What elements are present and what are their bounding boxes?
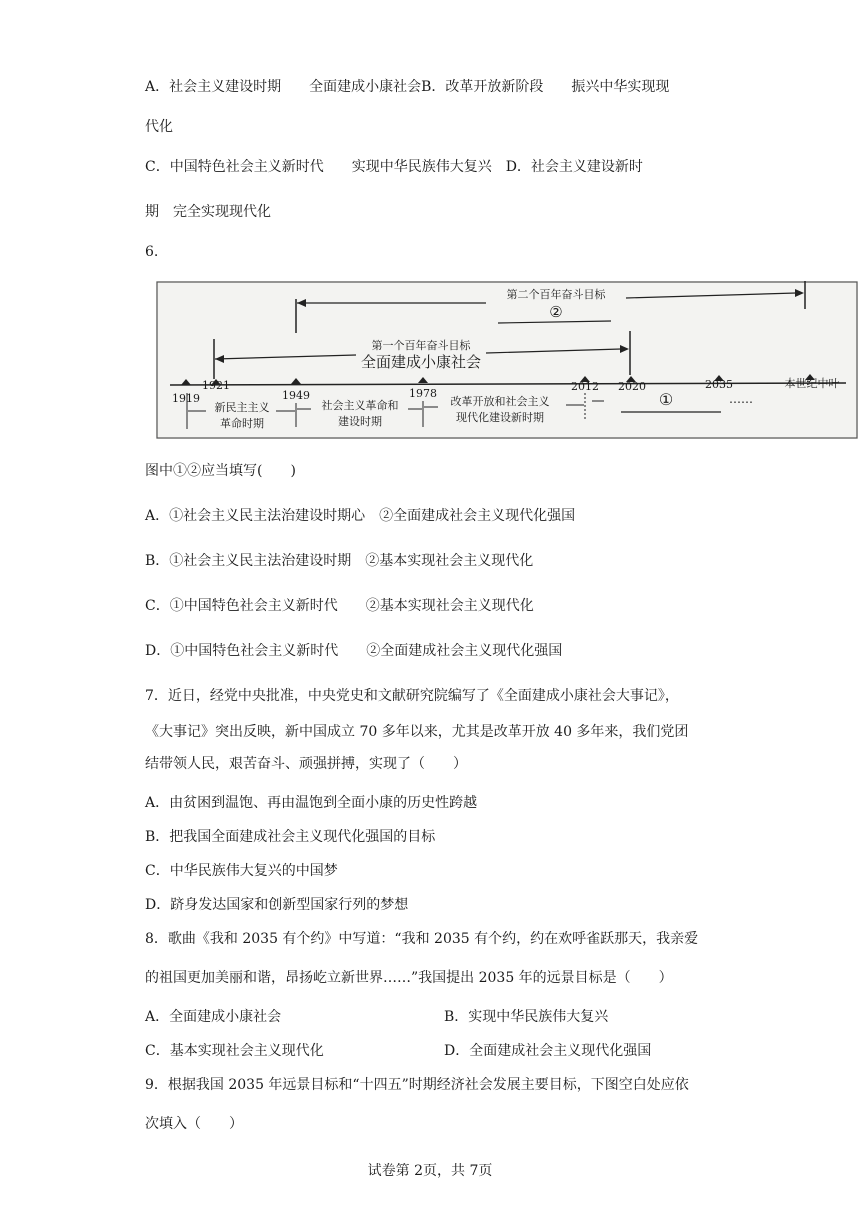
year-mid-century: 本世纪中叶: [784, 377, 840, 390]
first-goal-arrow-left: [215, 355, 356, 359]
first-goal-label: 第一个百年奋斗目标: [371, 339, 471, 352]
page-footer: 试卷第 2页，共 7页: [367, 1163, 493, 1179]
q7-option-a: A．由贫困到温饱、再由温饱到全面小康的历史性跨越: [145, 795, 478, 811]
q7-stem-line-2: 《大事记》突出反映，新中国成立 70 多年以来，尤其是改革开放 40 多年来，我们党团: [145, 724, 689, 740]
ellipsis: ……: [729, 392, 753, 406]
circle-1: ①: [658, 390, 674, 409]
q6-stem: 图中①②应当填写( ): [145, 463, 296, 479]
q8-option-c: C．基本实现社会主义现代化: [145, 1043, 324, 1059]
timeline-diagram: [156, 281, 858, 439]
q7-stem-line-1: 7．近日，经党中央批准，中央党史和文献研究院编写了《全面建成小康社会大事记》，: [145, 688, 679, 704]
period-new-democratic-line1: 新民主主义: [214, 401, 270, 414]
circle-2: ②: [549, 303, 563, 321]
q8-option-b: B．实现中华民族伟大复兴: [444, 1009, 609, 1025]
q9-stem-line-2: 次填入（ ）: [145, 1116, 243, 1132]
q5-option-line-3: C．中国特色社会主义新时代 实现中华民族伟大复兴 D．社会主义建设新时: [145, 159, 643, 175]
period-new-democratic-line2: 革命时期: [220, 417, 264, 430]
q5-option-line-1: A．社会主义建设时期 全面建成小康社会B．改革开放新阶段 振兴中华实现现: [145, 79, 670, 95]
q6-option-c: C．①中国特色社会主义新时代 ②基本实现社会主义现代化: [145, 598, 534, 614]
q6-option-d: D．①中国特色社会主义新时代 ②全面建成社会主义现代化强国: [145, 643, 563, 659]
q6-option-a: A．①社会主义民主法治建设时期心 ②全面建成社会主义现代化强国: [145, 508, 576, 524]
q9-stem-line-1: 9．根据我国 2035 年远景目标和“十四五”时期经济社会发展主要目标，下图空白处应依: [145, 1077, 689, 1093]
year-2020: 2020: [618, 380, 646, 393]
q8-stem-line-1: 8．歌曲《我和 2035 有个约》中写道：“我和 2035 有个约，约在欢呼雀跃那天，我亲爱: [145, 931, 699, 947]
year-2012: 2012: [571, 380, 599, 393]
q7-option-c: C．中华民族伟大复兴的中国梦: [145, 863, 338, 879]
timeline-axis: [170, 383, 846, 385]
second-goal-arrow-right: [626, 293, 796, 298]
period-reform-line2: 现代化建设新时期: [456, 411, 544, 424]
year-1921: 1921: [202, 379, 230, 392]
q5-option-line-4: 期 完全实现现代化: [145, 204, 271, 220]
first-goal-content: 全面建成小康社会: [360, 353, 482, 371]
year-1919: 1919: [172, 392, 200, 405]
q6-option-b: B．①社会主义民主法治建设时期 ②基本实现社会主义现代化: [145, 553, 534, 569]
q7-option-d: D．跻身发达国家和创新型国家行列的梦想: [145, 897, 409, 913]
period-socialist-construction-line1: 社会主义革命和: [321, 399, 399, 412]
year-2035: 2035: [705, 378, 733, 391]
first-goal-arrow-right: [486, 349, 621, 353]
period-socialist-construction-line2: 建设时期: [338, 415, 382, 428]
year-1949: 1949: [282, 389, 310, 402]
q8-option-row-1: [145, 1007, 609, 1027]
year-1978: 1978: [409, 387, 437, 400]
q8-option-row-2: [145, 1041, 652, 1061]
q8-stem-line-2: 的祖国更加美丽和谐，昂扬屹立新世界……”我国提出 2035 年的远景目标是（ ）: [145, 970, 673, 986]
blank-2-underline: [498, 321, 611, 323]
q6-number: 6.: [145, 244, 159, 260]
second-goal-label: 第二个百年奋斗目标: [506, 288, 606, 301]
q7-stem-line-3: 结带领人民，艰苦奋斗、顽强拼搏，实现了（ ）: [145, 756, 467, 772]
q5-option-line-2: 代化: [145, 119, 173, 135]
period-reform-line1: 改革开放和社会主义: [450, 395, 550, 408]
q7-option-b: B．把我国全面建成社会主义现代化强国的目标: [145, 829, 436, 845]
q8-option-d: D．全面建成社会主义现代化强国: [444, 1043, 652, 1059]
q8-option-a: A．全面建成小康社会: [145, 1009, 282, 1025]
